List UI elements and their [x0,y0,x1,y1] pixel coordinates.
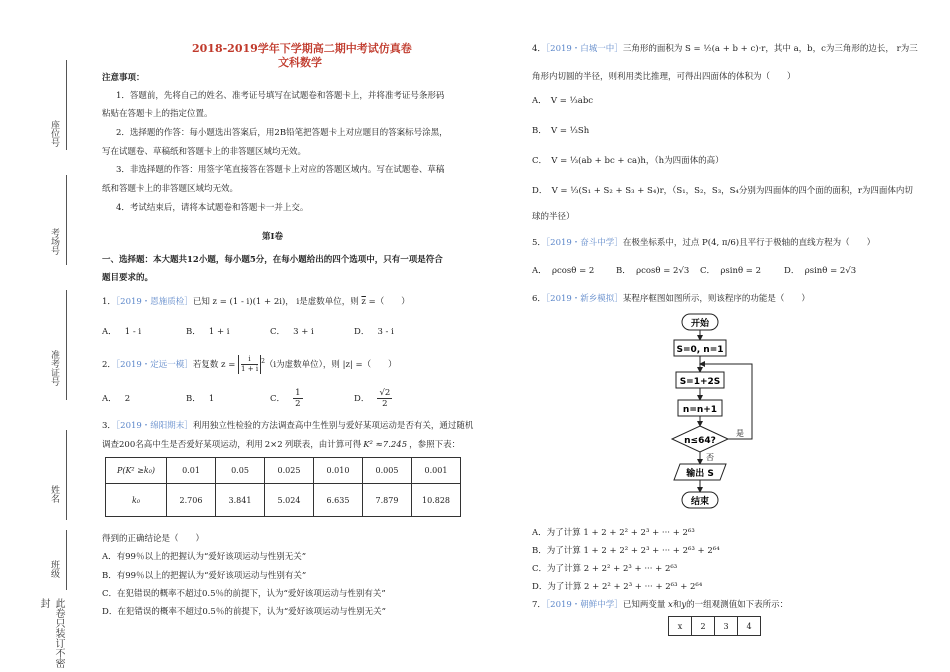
table-cell: 0.010 [314,458,363,484]
fraction: $\frac{i}{1 + i}$ [238,355,261,374]
q3-option-d[interactable]: D．在犯错误的概率不超过0.5％的前提下，认为“爱好该项运动与性别无关” [102,607,387,617]
q1-option-b[interactable]: B． 1 + i [186,327,230,337]
question-source-tag: ［2019・恩施质检］ [115,297,193,307]
question-number: 6． [532,294,546,304]
flow-yes-label: 是 [736,429,744,438]
q2-option-c[interactable]: C． $\frac{1}{2}$ [270,388,301,409]
question-text: 是虚数单位，则 [299,297,359,307]
q4-option-d[interactable]: D． V = ⅓(S₁ + S₂ + S₃ + S₄)r，（S₁，S₂，S₃，S₄分别为四面体的四个面的面积，r为四面体内切 [532,186,913,196]
table-cell: 3 [715,617,738,636]
admission-number-label: 准考证号 [49,350,59,386]
exam-room-line [66,175,67,265]
question-7: 7．［2019・朝鲜中学］已知两变量 x和y的一组观测值如下表所示： [532,600,789,610]
note-line: 4．考试结束后，请将本试题卷和答题卡一并上交。 [116,203,309,213]
q5-option-c[interactable]: C． ρsinθ = 2 [700,266,762,276]
q6-option-b[interactable]: B．为了计算 1 + 2 + 2² + 2³ + ··· + 2⁶³ + 2⁶⁴ [532,546,720,556]
flow-start-label: 开始 [690,319,710,329]
table-row [106,458,461,484]
notes-heading: 注意事项： [102,73,145,83]
note-line: 2．选择题的作答：每小题选出答案后，用2B铅笔把答题卡上对应题目的答案标号涂黑， [116,128,448,138]
formula: P(4, π/6) [702,238,740,248]
q2-option-d[interactable]: D． $\frac{√2}{2}$ [354,388,391,409]
exam-title: 2018-2019学年下学期高二期中考试仿真卷 [192,42,412,55]
question-6: 6．［2019・新乡模拟］某程序框图如图所示，则该程序的功能是（ ） [532,294,810,304]
q1-option-a[interactable]: A． 1 - i [102,327,142,337]
table-cell: 4 [738,617,761,636]
seat-number-line [66,60,67,150]
name-line [66,430,67,520]
question-number: 2． [102,360,116,370]
table-cell: P(K² ≥k₀) [106,458,167,484]
question-text: ， [285,297,294,307]
q3-option-b[interactable]: B．有99％以上的把握认为“爱好该项运动与性别有关” [102,571,307,581]
question-text: 为虚数单位），则 [276,360,340,370]
seat-number-label: 座位号 [49,120,59,147]
question-1 [102,297,410,308]
critical-value-table [105,457,461,517]
question-source-tag: ［2019・奋斗中学］ [545,238,623,248]
q6-option-c[interactable]: C．为了计算 2 + 2² + 2³ + ··· + 2⁶³ [532,564,678,574]
question-3 [102,421,473,432]
question-number: 7． [532,600,546,610]
q4-option-d-cont: 球的半径） [532,212,575,222]
table-row [106,484,461,517]
seal-notice: 此卷只装订不密封 [38,598,64,668]
question-number: 1． [102,297,116,307]
question-text: 若复数 [192,360,219,370]
q5-option-b[interactable]: B． ρcosθ = 2√3 [616,266,690,276]
program-flowchart [660,312,770,512]
q4-option-b[interactable]: B． V = ⅓Sh [532,126,590,136]
section-instruction-cont: 题目要求的。 [102,273,154,283]
flow-decision-label: n≤64? [684,436,716,446]
note-line: 纸和答题卡上的非答题区域均无效。 [102,184,239,194]
formula: i [296,297,300,307]
note-line: 粘贴在答题卡上的指定位置。 [102,109,213,119]
question-source-tag: ［2019・定远一模］ [115,360,193,370]
q3-option-a[interactable]: A．有99％以上的把握认为“爱好该项运动与性别无关” [102,552,307,562]
q6-option-d[interactable]: D．为了计算 2 + 2² + 2³ + ··· + 2⁶³ + 2⁶⁴ [532,582,703,592]
q2-option-b[interactable]: B． 1 [186,394,215,404]
class-line [66,530,67,590]
q1-option-d[interactable]: D． 3 - i [354,327,394,337]
q5-option-a[interactable]: A． ρcosθ = 2 [532,266,595,276]
flow-step-label: n=n+1 [682,405,718,415]
formula: i [273,360,277,370]
q1-option-c[interactable]: C． 3 + i [270,327,314,337]
flow-init-label: S=0, n=1 [676,345,724,355]
question-number: 5． [532,238,546,248]
table-cell: x [669,617,692,636]
note-line: 1．答题前，先将自己的姓名、准考证号填写在试题卷和答题卡上，并将准考证号条形码 [116,91,445,101]
q6-option-a[interactable]: A．为了计算 1 + 2 + 2² + 2³ + ··· + 2⁶³ [532,528,695,538]
q2-option-a[interactable]: A． 2 [102,394,131,404]
question-source-tag: ［2019・朝鲜中学］ [545,600,623,610]
question-text: 利用独立性检验的方法调查高中生性别与爱好某项运动是否有关，通过随机 [192,421,474,431]
table-cell: 0.025 [265,458,314,484]
table-row [669,617,761,636]
name-label: 姓名 [49,485,59,503]
observation-table [668,616,761,636]
question-text: 已知 [192,297,210,307]
table-cell: 7.879 [363,484,412,517]
formula: S = ½(a + b + c)·r [685,44,766,54]
flow-step-label: S=1+2S [679,377,721,387]
table-cell: 3.841 [216,484,265,517]
formula: z = (1 - i)(1 + 2i) [212,297,286,307]
question-source-tag: ［2019・新乡模拟］ [545,294,623,304]
q5-option-d[interactable]: D． ρsinθ = 2√3 [784,266,857,276]
section-instruction: 一、选择题：本大题共12小题，每小题5分，在每小题给出的四个选项中，只有一项是符合 [102,255,443,265]
table-cell: 2.706 [167,484,216,517]
table-cell: 5.024 [265,484,314,517]
section-title: 第Ⅰ卷 [262,232,283,242]
q4-option-c[interactable]: C． V = ⅓(ab + bc + ca)h，（h为四面体的高） [532,156,724,166]
flow-output-label: 输出 S [686,469,714,479]
table-cell: 0.005 [363,458,412,484]
q3-option-c[interactable]: C．在犯错误的概率不超过0.5％的前提下，认为“爱好该项运动与性别有关” [102,589,386,599]
formula-z-bar: $\overline{z}$ [361,297,366,307]
table-cell: 2 [692,617,715,636]
class-label: 班级 [49,560,59,578]
table-cell: 0.05 [216,458,265,484]
exam-subject: 文科数学 [278,56,322,69]
question-source-tag: ［2019・白城一中］ [545,44,623,54]
admission-number-line [66,290,67,400]
table-cell: 6.635 [314,484,363,517]
table-cell: 0.001 [412,458,461,484]
q4-option-a[interactable]: A． V = ⅓abc [532,96,594,106]
question-text: =（ ） [365,297,410,307]
question-4: 4．［2019・白城一中］三角形的面积为 S = ½(a + b + c)·r，其中 a，b，c为三角形的边长， r为三 [532,44,918,54]
note-line: 写在试题卷、草稿纸和答题卡上的非答题区域均无效。 [102,147,307,157]
question-2: 2．［2019・定远一模］若复数 z = $\frac{i}{1 + i}$ $^2$（i为虚数单位），则 |z| =（ ） [102,355,397,373]
question-4-cont: 角形内切圆的半径，则利用类比推理，可得出四面体的体积为（ ） [532,72,796,82]
question-5: 5．［2019・奋斗中学］在极坐标系中，过点 P(4, π/6)且平行于极轴的直线方程为（ ） [532,238,876,248]
formula: z = [221,360,236,370]
flow-no-label: 否 [706,453,714,462]
table-cell: 0.01 [167,458,216,484]
table-cell: k₀ [106,484,167,517]
note-line: 3．非选择题的作答：用签字笔直接答在答题卡上对应的答题区域内。写在试题卷、草稿 [116,165,445,175]
question-number: 3． [102,421,116,431]
exam-room-label: 考场号 [49,228,59,255]
question-number: 4． [532,44,546,54]
question-source-tag: ［2019・绵阳期末］ [115,421,193,431]
question-text: （ ） [362,360,397,370]
question-3-prompt: 得到的正确结论是（ ） [102,534,205,544]
formula: |z| = [342,360,363,370]
question-3-cont: 调查200名高中生是否爱好某项运动，利用 2×2 列联表，由计算可得 K² ≈7.245 ，参照下表： [102,440,461,450]
table-cell: 10.828 [412,484,461,517]
flow-end-label: 结束 [690,497,710,507]
question-text: （ [264,360,274,370]
